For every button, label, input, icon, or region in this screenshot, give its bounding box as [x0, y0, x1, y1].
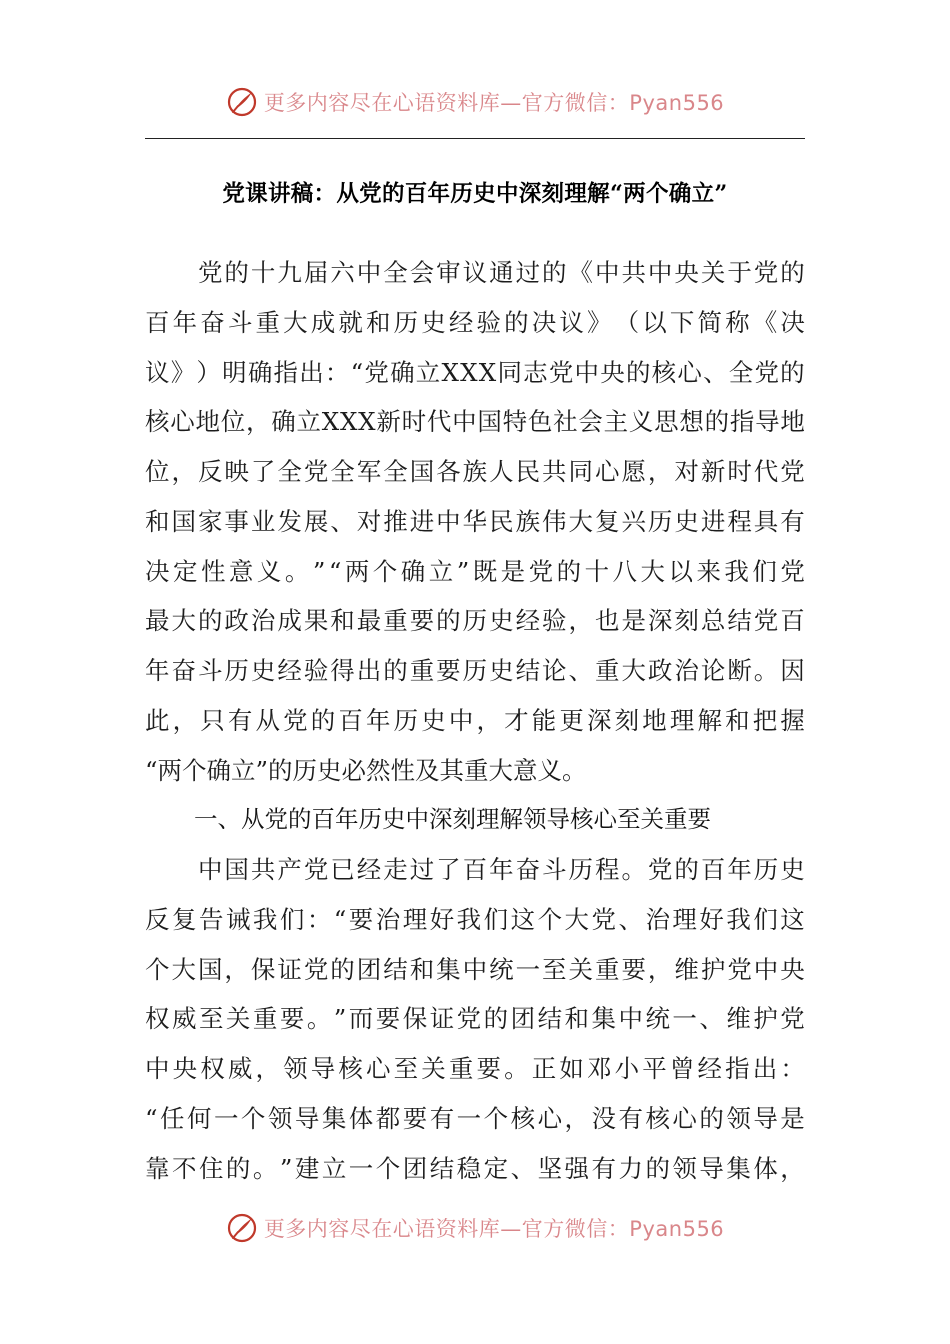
paragraph-line: 位 ， 反 映 了 全 党 全 军 全 国 各 族 人 民 共 同 心 愿 ， 对 新 时 代 党: [145, 457, 805, 486]
quill-pen-logo-icon: [226, 86, 258, 118]
document-title: 党课讲稿：从党的百年历史中深刻理解“两个确立”: [222, 181, 728, 207]
paragraph-line: 中 央 权 威 ， 领 导 核 心 至 关 重 要 。 正 如 邓 小 平 曾 经 指 出 ：: [145, 1054, 805, 1083]
paragraph-line: 个 大 国 ， 保 证 党 的 团 结 和 集 中 统 一 至 关 重 要 ， 维 护 党 中 央: [145, 954, 805, 984]
paragraph-line: 此 ， 只 有 从 党 的 百 年 历 史 中 ， 才 能 更 深 刻 地 理 解 和 把 握: [145, 705, 805, 735]
paragraph-line: 权 威 至 关 重 要 。 ” 而 要 保 证 党 的 团 结 和 集 中 统 一 、 维 护 党: [145, 1004, 805, 1034]
paragraph-line: 中 国 共 产 党 已 经 走 过 了 百 年 奋 斗 历 程 。 党 的 百 年 历 史: [197, 855, 805, 884]
paragraph-line: 反 复 告 诫 我 们 ： “ 要 治 理 好 我 们 这 个 大 党 、 治 理 好 我 们 这: [145, 904, 805, 934]
paragraph-line: 核 心 地 位 ， 确 立 X X X 新 时 代 中 国 特 色 社 会 主 义 思 想 的 指 导 地: [145, 407, 805, 437]
paragraph-line: 议 》 ） 明 确 指 出 ： “ 党 确 立 X X X 同 志 党 中 央 的 核 心 、 全 党 的: [145, 357, 805, 387]
paragraph-line: 决 定 性 意 义 。 ” “ 两 个 确 立 ” 既 是 党 的 十 八 大 以 来 我 们 党: [145, 556, 805, 586]
paragraph-line: 靠 不 住 的 。 ” 建 立 一 个 团 结 稳 定 、 坚 强 有 力 的 领 导 集 体 ，: [145, 1153, 805, 1183]
paragraph-line: 和 国 家 事 业 发 展 、 对 推 进 中 华 民 族 伟 大 复 兴 历 史 进 程 具 有: [145, 506, 805, 536]
paragraph-line: 党 的 十 九 届 六 中 全 会 审 议 通 过 的 《 中 共 中 央 关 于 党 的: [197, 258, 805, 287]
paragraph-line: 最 大 的 政 治 成 果 和 最 重 要 的 历 史 经 验 ， 也 是 深 刻 总 结 党 百: [145, 606, 805, 636]
document-body: [145, 248, 805, 1193]
section-heading: 一、从党的百年历史中深刻理解领导核心至关重要: [194, 805, 711, 834]
paragraph-line: “ 任 何 一 个 领 导 集 体 都 要 有 一 个 核 心 ， 没 有 核 心 的 领 导 是: [145, 1103, 805, 1133]
header-watermark: [0, 82, 950, 122]
footer-watermark: [0, 1208, 950, 1248]
paragraph-line: “两个确立”的历史必然性及其重大意义。: [145, 755, 587, 785]
watermark-text: 更多内容尽在心语资料库—官方微信：Pyan556: [263, 91, 725, 115]
paragraph-line: 百 年 奋 斗 重 大 成 就 和 历 史 经 验 的 决 议 》 （ 以 下 简 称 《 决: [145, 307, 805, 337]
watermark-text: 更多内容尽在心语资料库—官方微信：Pyan556: [263, 1217, 725, 1241]
paragraph-line: 年 奋 斗 历 史 经 验 得 出 的 重 要 历 史 结 论 、 重 大 政 治 论 断 。 因: [145, 656, 805, 685]
header-rule: [145, 138, 805, 139]
quill-pen-logo-icon: [226, 1212, 258, 1244]
